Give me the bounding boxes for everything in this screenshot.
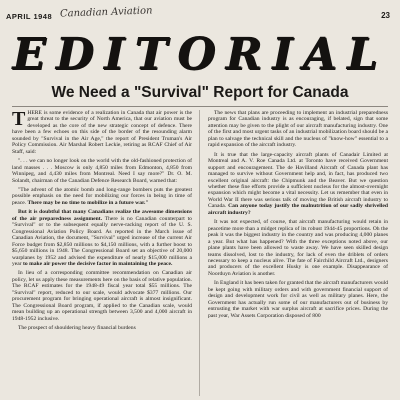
drop-cap: T	[12, 110, 26, 130]
paragraph	[12, 187, 192, 206]
issue-date: APRIL 1948	[6, 12, 53, 21]
paragraph	[12, 110, 192, 155]
paragraph: It was not expected, of course, that aircraft manufacturing would retain in peacetime more than a midget replica of its robust 1944-45 proportions. Oh the peak it was the biggest industry in the country and was producing 4,000 planes a year. But what has happened? With the three exceptions noted above, our plane plants have been allowed to waste away. We have seen skilled design teams dissolved, lost to the industry, for lack of even the driblets of orders necessary to keep a nucleus alive. The fate of Fairchild Aircraft Ltd., designers and producers of the excellent Husky is one example. Disappearance of Noorduyn Aviation is another.	[208, 219, 388, 277]
paragraph: In lieu of a corresponding committee recommendation on Canadian air policy, let us apply these measurements here on the basis of relative population. The RCAF estimates for the 1948-49 fiscal year total $55 millions. The "Survival" report, reduced to our scale, would advocate $377 millions. Our procurement program for bringing operational aircraft is almost insignificant. The Congressional Board program, if applied to the Canadian scale, would mean building up an operational strength between 3,500 and 4,000 aircraft in 1948-1952 inclusive.	[12, 270, 192, 322]
editorial-masthead	[0, 29, 400, 80]
handwritten-annotation: Canadian Aviation	[59, 5, 153, 20]
paragraph-text: It is true that the large-capacity aircraft plants of Canadair Limited at Montreal and A. V. Roe Canada Ltd. at Toronto have received Government support and encouragement. The de Havilland Aircraft of Canada plant has managed to survive without Government help and, in fact, has produced two excellent original aircraft: the Chipmunk and the Beaver. But we question whether these fine efforts provide a sufficient nucleus for the almost-overnight expansion which might become a vital necessity. Let us remember that even in World War II there was serious talk of moving the British aircraft industry to Canada.	[208, 151, 388, 210]
headline-rule	[12, 106, 388, 107]
left-column	[12, 110, 192, 398]
emphasis-text: But it is doubtful that many Canadians realize the awesome dimensions of the air preparedness assignment.	[12, 209, 192, 222]
paragraph: In England it has been taken for granted that the aircraft manufacturers would be kept going with military orders and with government financial support of design and development work for civil as well as military planes. Here, the Government has actually run some of our manufacturers out of business by entrusting the market with war surplus aircraft at sacrifice prices. During the past year, War Assets Corporation disposed of 800	[208, 280, 388, 319]
paragraph-text: There is no Canadian counterpart to "Survival" or to the subsequent equally nerve-racking report of the U. S. Congressional Aviation Policy Board. As reported in the March issue of Canadian Aviation, the document, "Survival" urged increase of the current Air Force budget from $2,850 millions to $4,150 millions, with a further boost to $5,650 millions in 1948. The Congressional Board set an objective of 20,000 warplanes by 1952 and advised the expenditure of nearly $15,000 millions a year	[12, 215, 192, 267]
masthead-title: EDITORIAL	[12, 29, 388, 80]
paragraph: The prospect of shouldering heavy financial burdens	[18, 325, 136, 332]
paragraph	[208, 152, 388, 217]
paragraph: ". . . we can no longer look on the world with the old-fashioned protection of land masses . . . Moscow is only 4,850 miles from Edmonton, 4,850 from Winnipeg, and 4,430 miles from Montreal. Need I say more?" Dr. O. M. Solandt, chairman of the Canadian Defence Research Board, warned that:	[12, 158, 192, 184]
paragraph: The news that plans are proceeding to implement an industrial preparedness program for Canadian industry is as encouraging, if belated, sign that some attention may be given to the plight of our aircraft manufacturing industry. One of the first and most urgent tasks of an industrial mobilization board should be a plan to salvage the technical skill and the nucleus of "know-how" essential to a rapid expansion of the aircraft industry.	[208, 110, 388, 149]
right-column	[208, 110, 388, 398]
paragraph	[12, 209, 192, 267]
paragraph-text: "The advent of the atomic bomb and long-range bombers puts the greatest possible emphasis on the need for mobilizing our forces in being in time of peace.	[12, 186, 192, 206]
page-number: 23	[381, 11, 390, 20]
paragraph-text: HERE is some evidence of a realization in Canada that air power is the great threat to the security of North America, that our aviation must be developed as the core of the new strategic concept of defence. There have been a few echoes on this side of the border of the resounding alarm sounded by "Survival in the Air Age," the report of President Truman's Air Policy Commission. Air Marshal Robert Leckie, retiring as RCAF Chief of Air Staff, said:	[12, 110, 192, 155]
emphasis-text: Can anyone today justify the malnutrition of our sadly shrivelled aircraft industry?	[208, 203, 388, 216]
article-headline: We Need a "Survival" Report for Canada	[51, 84, 349, 101]
column-divider	[199, 110, 200, 396]
emphasis-text: There may be no time to mobilize in a future war."	[27, 199, 149, 206]
emphasis-text: to make air power the decisive factor in maintaining the peace.	[23, 260, 173, 267]
